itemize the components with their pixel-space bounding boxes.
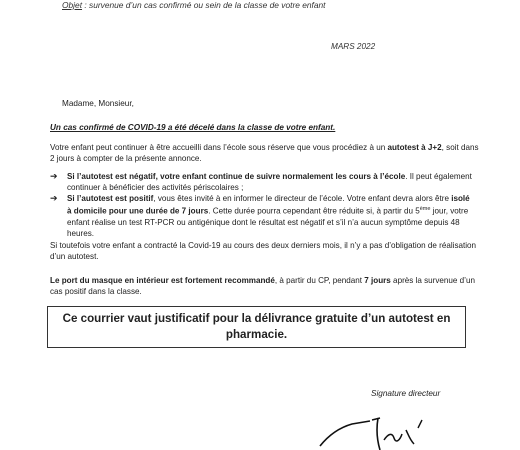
justification-box: Ce courrier vaut justificatif pour la délivrance gratuite d’un autotest en pharmacie. [47,306,466,348]
arrow-icon: ➔ [50,193,58,203]
mask-emphasis: Le port du masque en intérieur est fortement recommandé [50,276,275,285]
bullet-rest: jour, votre enfant réalise un test RT-PCR ou antigénique dont le résultat est négatif et s’il n’a aucun symptôme depuis 48 heures. [67,206,469,238]
paragraph-recent-covid: Si toutefois votre enfant a contracté la Covid-19 au cours des deux derniers mois, il n’y a pas d’obligation de réalisation d’un autotest. [50,241,477,261]
lead-statement: Un cas confirmé de COVID-19 a été décelé dans la classe de votre enfant. [50,123,336,132]
subject-text: : survenue d’un cas confirmé ou sein de la classe de votre enfant [82,0,326,10]
bullet-emphasis: Si l’autotest est positif [67,194,154,203]
subject-line [62,0,326,10]
days-emphasis: 7 jours [364,276,391,285]
bullet-rest: . Il peut également continuer à bénéficier des activités périscolaires ; [67,172,472,192]
paragraph-text: , à partir du CP, pendant [274,276,365,285]
autotest-emphasis: autotest à J+2 [387,143,442,152]
bullet-text [67,193,475,239]
arrow-icon: ➔ [50,171,58,181]
signature-scribble [318,410,438,450]
paragraph-text: Votre enfant peut continuer à être accueilli dans l’école sous réserve que vous procédiez à un [50,143,388,152]
bullet-rest: . Cette durée pourra cependant être réduite si, à partir du 5 [208,206,420,216]
signature-label: Signature directeur [371,389,441,398]
bullet-emphasis: Si l’autotest est négatif, votre enfant continue de suivre normalement les cours à l’école [67,172,406,181]
paragraph-text: après la survenue d’un cas positif dans la classe. [50,276,475,296]
paragraph-autotest [50,142,480,164]
bullet-rest: , vous êtes invité à en informer le directeur de l’école. Votre enfant devra alors être [153,194,452,203]
isolation-emphasis: isolé à domicile pour une durée de 7 jours [67,194,470,216]
subject-label: Objet [62,0,83,10]
letter-date: MARS 2022 [331,42,376,51]
paragraph-mask [50,275,480,297]
bullet-text [67,171,475,193]
superscript: ème [419,206,431,212]
paragraph-text: , soit dans 2 jours à compter de la présente annonce. [50,143,479,163]
salutation: Madame, Monsieur, [62,99,134,108]
